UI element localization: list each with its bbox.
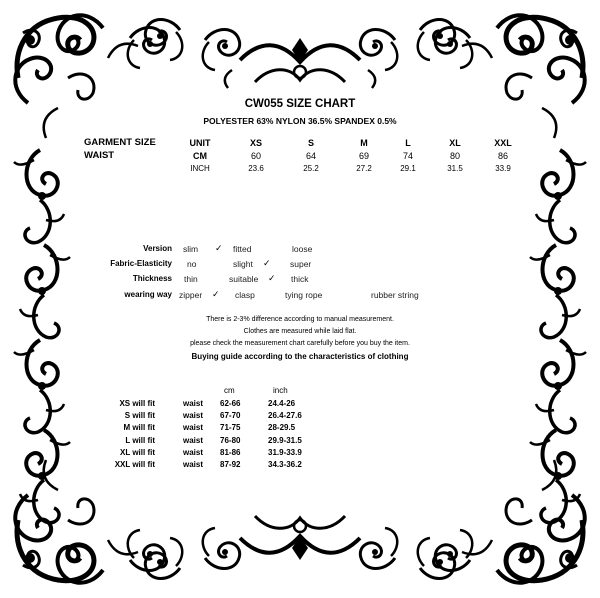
- inch-value-l: 29.1: [400, 164, 416, 173]
- elasticity-option-slight: slight: [233, 259, 253, 269]
- check-icon: ✓: [212, 289, 220, 299]
- guide-row-part: waist: [183, 399, 204, 408]
- size-header-xs: XS: [249, 138, 262, 148]
- guide-row-part: waist: [183, 460, 204, 469]
- inch-unit: INCH: [190, 164, 210, 173]
- thickness-option-suitable: suitable: [229, 274, 259, 284]
- guide-row-cm: 71-75: [220, 423, 241, 432]
- thickness-label: Thickness: [132, 274, 172, 283]
- fabric-elasticity-label: Fabric-Elasticity: [110, 259, 172, 268]
- thickness-option-thick: thick: [291, 274, 309, 284]
- guide-row-part: waist: [183, 448, 204, 457]
- wearing-way-label: wearing way: [124, 290, 172, 299]
- note-check-chart: please check the measurement chart carefully before you buy the item.: [190, 340, 410, 347]
- cm-value-xs: 60: [250, 151, 261, 161]
- check-icon: ✓: [263, 258, 271, 268]
- guide-cm-header: cm: [224, 386, 235, 395]
- size-header-s: S: [307, 138, 314, 148]
- guide-row-size: XS will fit: [119, 399, 155, 408]
- guide-row-size: M will fit: [123, 423, 155, 432]
- guide-row-inch: 26.4-27.6: [268, 411, 302, 420]
- version-option-fitted: fitted: [233, 244, 252, 254]
- guide-row-inch: 34.3-36.2: [268, 460, 302, 469]
- waist-label: WAIST: [84, 150, 115, 161]
- cm-value-s: 64: [305, 151, 316, 161]
- note-laid-flat: Clothes are measured while laid flat.: [243, 328, 357, 335]
- note-measurement-difference: There is 2-3% difference according to manual measurement.: [206, 316, 394, 323]
- guide-row-size: L will fit: [125, 436, 155, 445]
- cm-value-m: 69: [358, 151, 369, 161]
- chart-title: CW055 SIZE CHART: [244, 98, 356, 110]
- check-icon: ✓: [268, 273, 276, 283]
- guide-row-size: XL will fit: [120, 448, 155, 457]
- inch-value-xxl: 33.9: [495, 164, 511, 173]
- unit-header: UNIT: [189, 138, 211, 148]
- garment-size-label: GARMENT SIZE: [84, 137, 156, 148]
- guide-row-cm: 67-70: [220, 411, 241, 420]
- guide-row-cm: 87-92: [220, 460, 241, 469]
- size-header-xxl: XXL: [494, 138, 512, 148]
- guide-row-cm: 62-66: [220, 399, 241, 408]
- version-option-loose: loose: [292, 244, 313, 254]
- guide-row-size: XXL will fit: [114, 460, 155, 469]
- cm-value-xl: 80: [449, 151, 460, 161]
- guide-inch-header: inch: [273, 386, 288, 395]
- check-icon: ✓: [215, 243, 223, 253]
- guide-row-part: waist: [183, 411, 204, 420]
- size-header-xl: XL: [449, 138, 461, 148]
- inch-value-xl: 31.5: [447, 164, 463, 173]
- version-label: Version: [143, 244, 172, 253]
- guide-row-part: waist: [183, 436, 204, 445]
- size-header-m: M: [360, 138, 368, 148]
- wearing-option-zipper: zipper: [179, 290, 203, 300]
- inch-value-xs: 23.6: [248, 164, 264, 173]
- cm-value-xxl: 86: [497, 151, 508, 161]
- wearing-option-rubber-string: rubber string: [371, 290, 419, 300]
- guide-row-inch: 28-29.5: [268, 423, 296, 432]
- guide-row-inch: 24.4-26: [268, 399, 296, 408]
- thickness-option-thin: thin: [184, 274, 198, 284]
- wearing-option-tying-rope: tying rope: [285, 290, 323, 300]
- material-composition: POLYESTER 63% NYLON 36.5% SPANDEX 0.5%: [203, 116, 397, 126]
- guide-row-inch: 31.9-33.9: [268, 448, 302, 457]
- buying-guide-title: Buying guide according to the characteristics of clothing: [191, 352, 409, 361]
- elasticity-option-no: no: [187, 259, 197, 269]
- cm-unit: CM: [193, 151, 207, 161]
- guide-row-inch: 29.9-31.5: [268, 436, 302, 445]
- inch-value-s: 25.2: [303, 164, 319, 173]
- cm-value-l: 74: [402, 151, 413, 161]
- elasticity-option-super: super: [290, 259, 312, 269]
- guide-row-cm: 76-80: [220, 436, 241, 445]
- inch-value-m: 27.2: [356, 164, 372, 173]
- version-option-slim: slim: [183, 244, 199, 254]
- wearing-option-clasp: clasp: [235, 290, 255, 300]
- guide-row-part: waist: [183, 423, 204, 432]
- guide-row-size: S will fit: [124, 411, 155, 420]
- guide-row-cm: 81-86: [220, 448, 241, 457]
- size-header-l: L: [405, 138, 411, 148]
